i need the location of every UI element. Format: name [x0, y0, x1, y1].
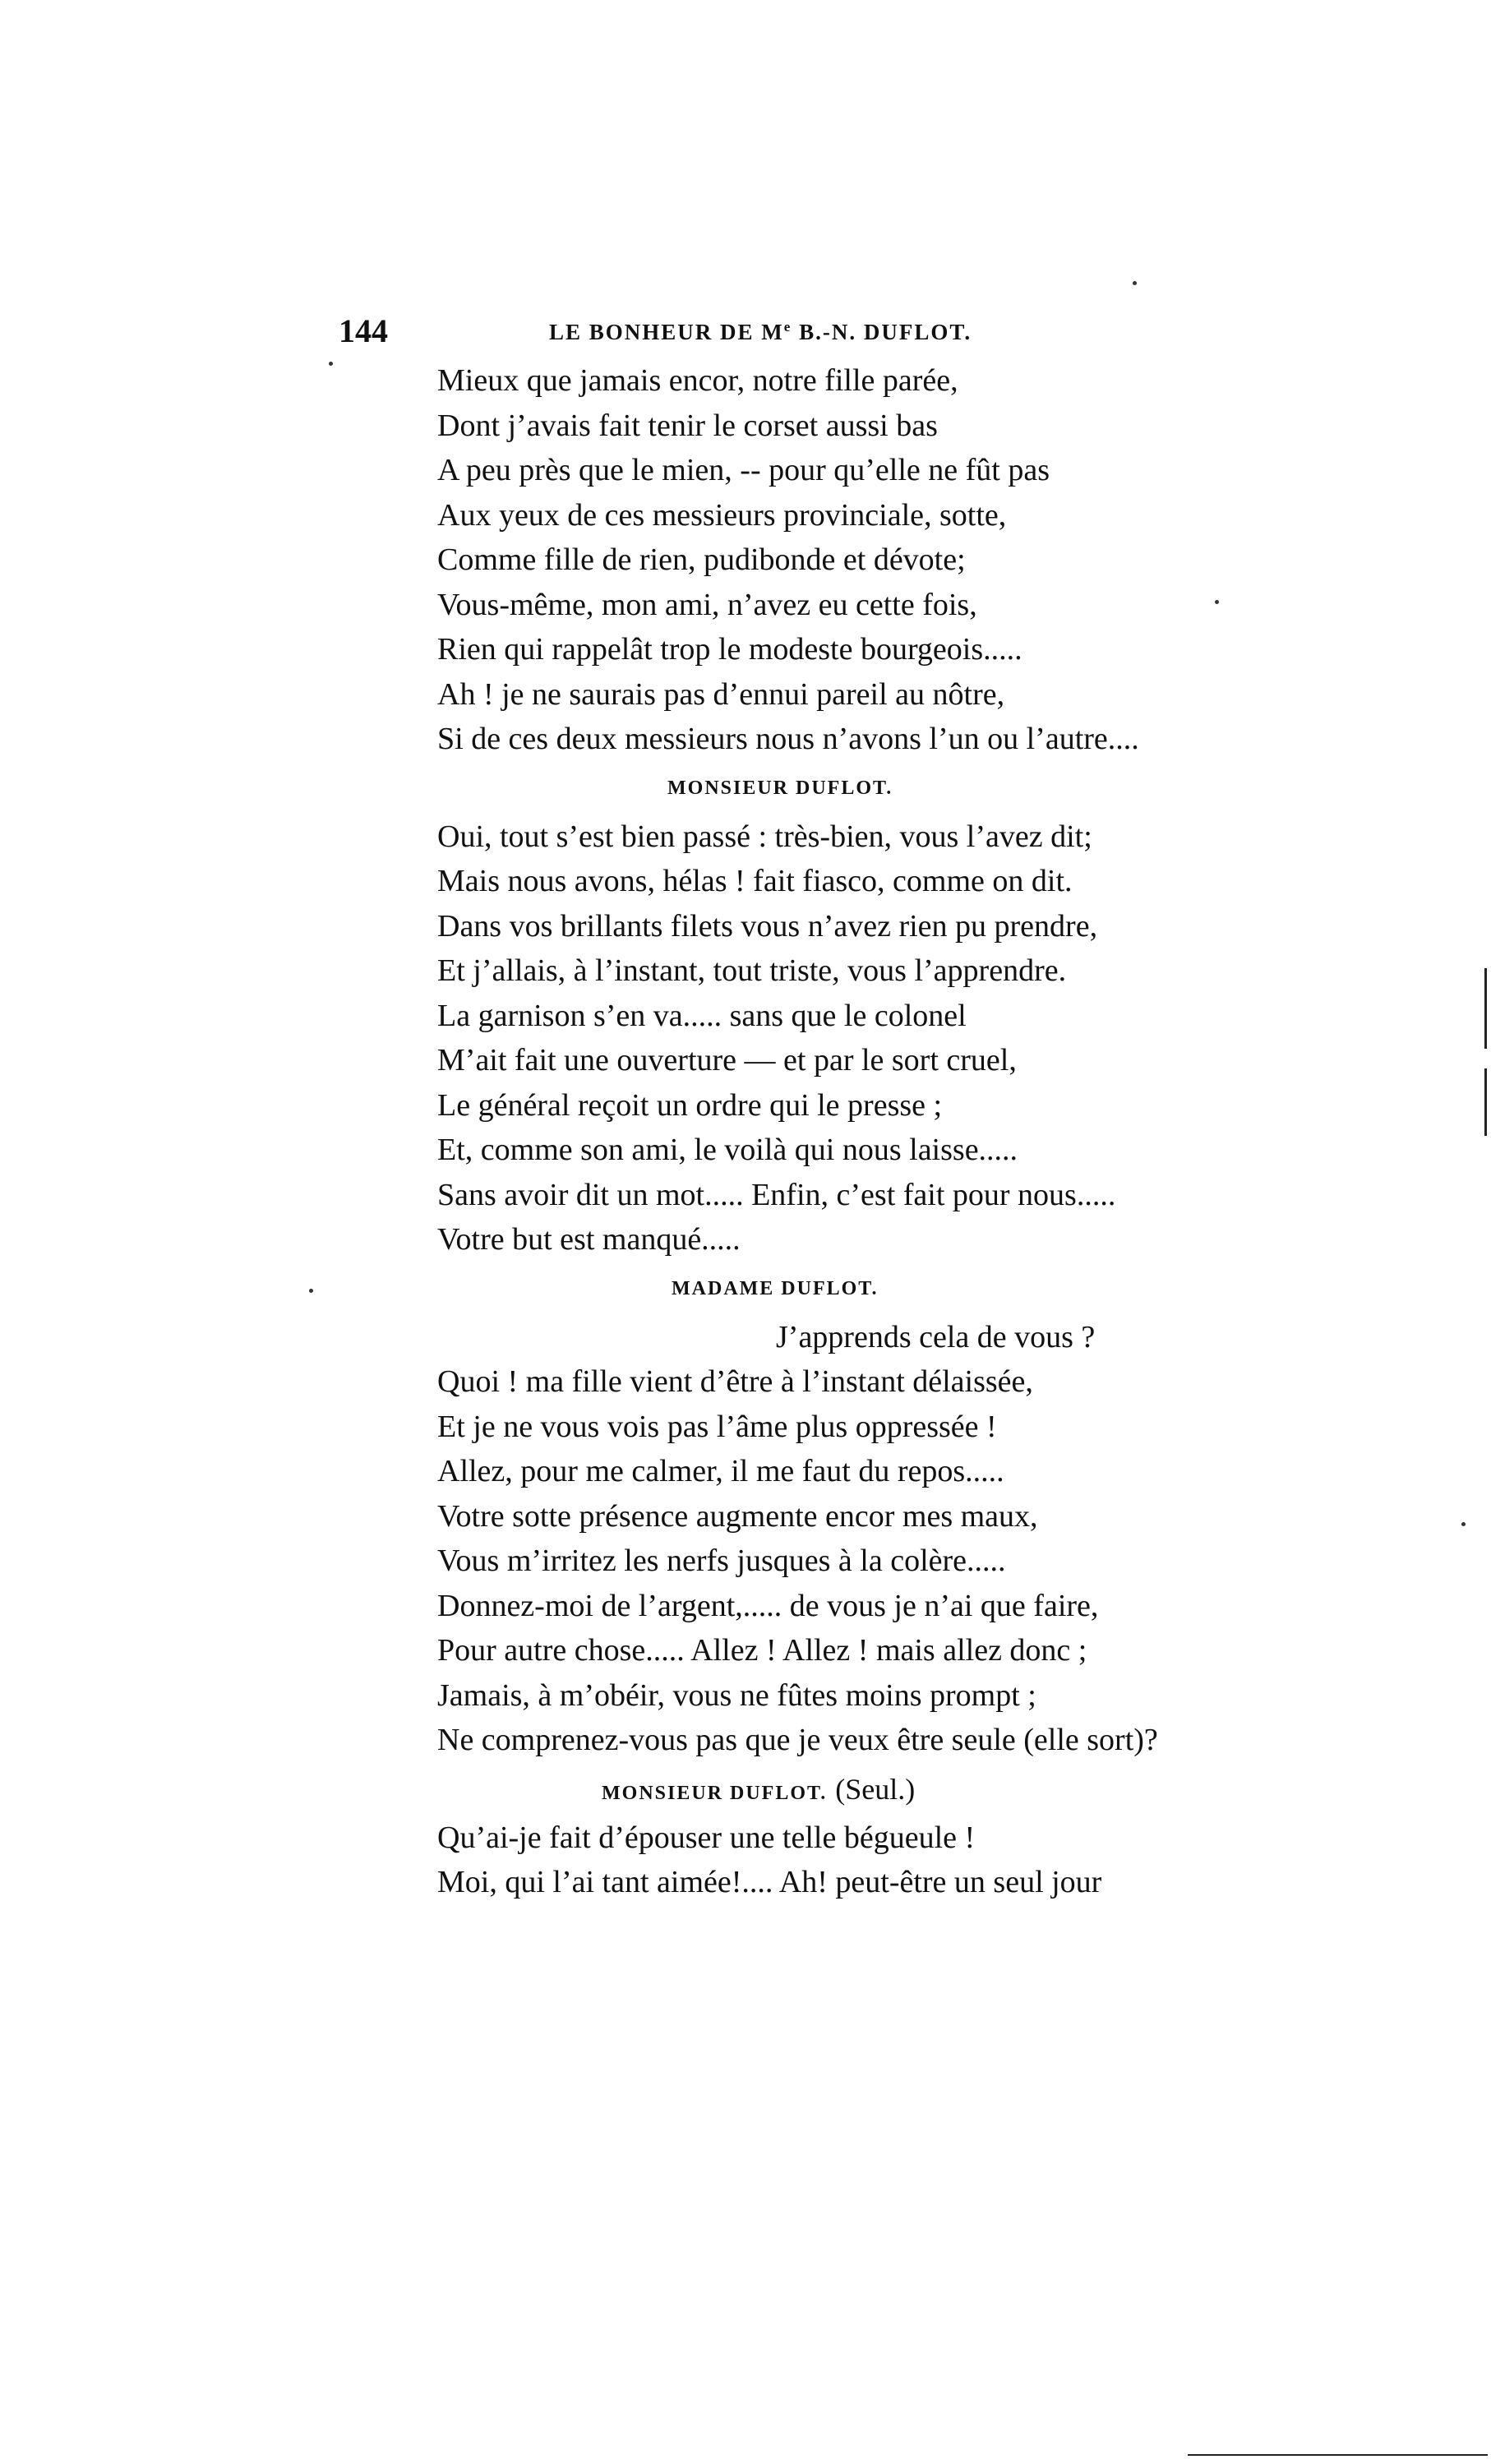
verse-line: Oui, tout s’est bien passé : très-bien, vous l’avez dit;	[437, 819, 1092, 854]
verse-line: Et j’allais, à l’instant, tout triste, vous l’apprendre.	[437, 953, 1067, 988]
verse-line: Moi, qui l’ai tant aimée!.... Ah! peut-être un seul jour	[437, 1865, 1102, 1899]
verse-line: Donnez-moi de l’argent,..... de vous je n’ai que faire,	[437, 1588, 1099, 1623]
speaker-name: MONSIEUR DUFLOT.	[602, 1782, 828, 1804]
running-head-superscript: e	[783, 319, 792, 335]
play-text	[437, 358, 1259, 1905]
scan-edge-mark	[1484, 1068, 1487, 1136]
verse-line: Vous-même, mon ami, n’avez eu cette fois,	[437, 587, 977, 622]
verse-line: Vous m’irritez les nerfs jusques à la colère.....	[437, 1543, 1006, 1578]
verse-line: Ah ! je ne saurais pas d’ennui pareil au nôtre,	[437, 676, 1005, 712]
stanza-4	[437, 1816, 1259, 1905]
stanza-2	[437, 814, 1259, 1262]
stanza-3	[437, 1315, 1259, 1763]
scan-speck	[329, 362, 333, 366]
scan-speck	[1461, 1522, 1466, 1526]
speaker-heading: MADAME DUFLOT.	[672, 1277, 879, 1299]
stage-direction: (Seul.)	[835, 1772, 916, 1806]
verse-line: Rien qui rappelât trop le modeste bourgeois.....	[437, 632, 1022, 667]
scan-bottom-rule	[1188, 2454, 1488, 2456]
speaker-heading: MONSIEUR DUFLOT.	[667, 777, 893, 799]
scan-speck	[1215, 600, 1219, 604]
speaker-heading	[602, 1763, 1259, 1816]
verse-line: Votre but est manqué.....	[437, 1222, 741, 1257]
verse-line: A peu près que le mien, -- pour qu’elle ne fût pas	[437, 453, 1050, 487]
verse-line: La garnison s’en va..... sans que le colonel	[437, 998, 967, 1033]
verse-line: Et je ne vous vois pas l’âme plus oppressée !	[437, 1409, 997, 1444]
verse-line: Qu’ai-je fait d’épouser une telle bégueule !	[437, 1820, 976, 1855]
verse-line: Si de ces deux messieurs nous n’avons l’un ou l’autre....	[437, 722, 1139, 756]
verse-line: Sans avoir dit un mot..... Enfin, c’est fait pour nous.....	[437, 1177, 1116, 1212]
verse-line: Et, comme son ami, le voilà qui nous laisse.....	[437, 1133, 1018, 1167]
verse-line: Jamais, à m’obéir, vous ne fûtes moins prompt ;	[437, 1677, 1036, 1713]
verse-line: Le général reçoit un ordre qui le presse ;	[437, 1087, 943, 1123]
scan-speck	[309, 1289, 313, 1293]
verse-line: Mieux que jamais encor, notre fille parée,	[437, 363, 958, 398]
running-head-title	[549, 316, 972, 348]
verse-line: Ne comprenez-vous pas que je veux être seule (elle sort)?	[437, 1723, 1158, 1757]
running-head-prefix: LE BONHEUR DE M	[549, 320, 784, 344]
verse-half-line: J’apprends cela de vous ?	[776, 1319, 1096, 1354]
verse-line: Mais nous avons, hélas ! fait fiasco, comme on dit.	[437, 864, 1073, 898]
scan-edge-mark	[1484, 968, 1487, 1049]
page-number: 144	[339, 312, 388, 349]
verse-line: Allez, pour me calmer, il me faut du repos.....	[437, 1454, 1004, 1488]
running-head-suffix: B.-N. DUFLOT.	[792, 320, 972, 344]
verse-line: Pour autre chose..... Allez ! Allez ! mais allez donc ;	[437, 1633, 1087, 1668]
verse-line: Dans vos brillants filets vous n’avez rien pu prendre,	[437, 908, 1098, 944]
scan-speck	[1133, 281, 1137, 285]
verse-line: Aux yeux de ces messieurs provinciale, sotte,	[437, 497, 1007, 533]
verse-line: Comme fille de rien, pudibonde et dévote;	[437, 542, 966, 577]
verse-line: M’ait fait une ouverture — et par le sort cruel,	[437, 1043, 1017, 1077]
running-header	[0, 311, 1491, 352]
verse-line: Votre sotte présence augmente encor mes maux,	[437, 1498, 1038, 1534]
stanza-1	[437, 358, 1259, 762]
verse-line: Dont j’avais fait tenir le corset aussi bas	[437, 408, 938, 443]
verse-line: Quoi ! ma fille vient d’être à l’instant délaissée,	[437, 1364, 1033, 1399]
